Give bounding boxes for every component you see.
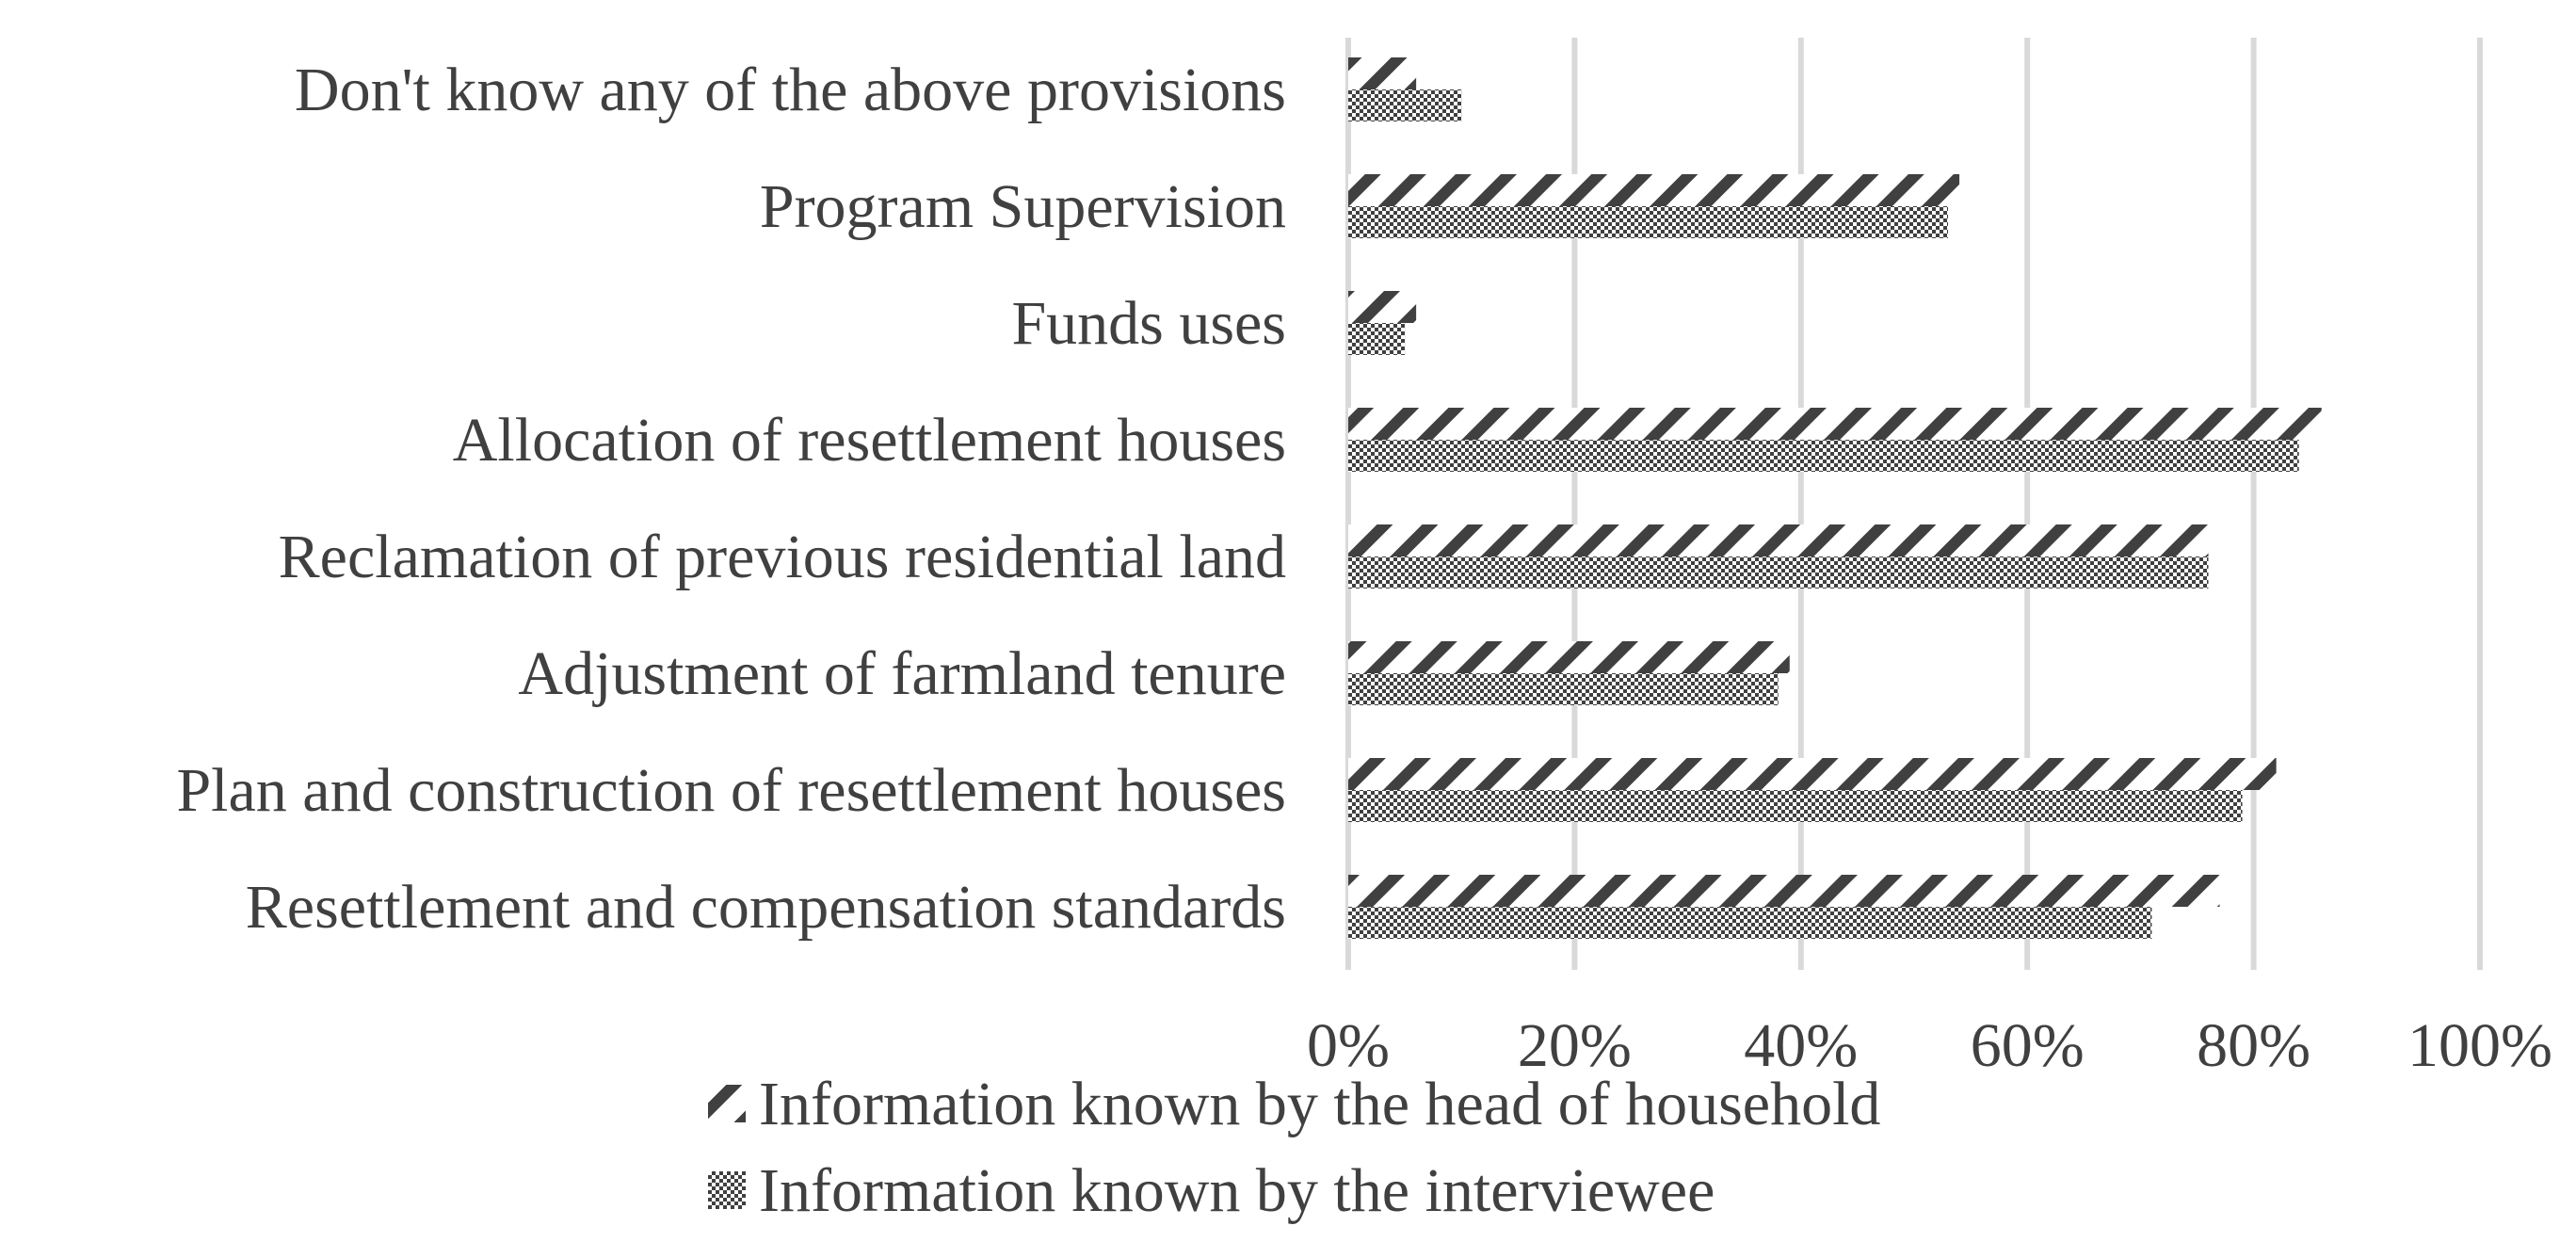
bar-head-of-household [1348, 524, 2209, 556]
bar-interviewee [1348, 206, 1948, 238]
legend [708, 1070, 1880, 1225]
legend-swatch [708, 1085, 746, 1122]
bar-head-of-household [1348, 174, 1959, 206]
category-label: Allocation of resettlement houses [452, 406, 1286, 475]
category-label: Adjustment of farmland tenure [518, 639, 1286, 708]
x-tick-label: 80% [2197, 1011, 2311, 1080]
bar-interviewee [1348, 556, 2209, 589]
bar-head-of-household [1348, 291, 1416, 323]
legend-label: Information known by the head of household [759, 1070, 1881, 1138]
bars [1348, 57, 2322, 939]
x-tick-label: 0% [1307, 1011, 1390, 1080]
category-label: Program Supervision [759, 172, 1286, 241]
legend-label: Information known by the interviewee [759, 1156, 1715, 1225]
bar-interviewee [1348, 89, 1461, 121]
bar-interviewee [1348, 907, 2151, 939]
legend-item [708, 1156, 1715, 1225]
bar-head-of-household [1348, 641, 1790, 673]
bar-head-of-household [1348, 408, 2322, 440]
bar-interviewee [1348, 323, 1405, 355]
x-tick-label: 20% [1517, 1011, 1632, 1080]
x-tick-label: 100% [2407, 1011, 2552, 1080]
category-label: Funds uses [1011, 289, 1286, 358]
category-label: Don't know any of the above provisions [294, 56, 1286, 124]
bar-interviewee [1348, 673, 1779, 705]
category-label: Plan and construction of resettlement houses [176, 756, 1286, 825]
x-tick-label: 60% [1970, 1011, 2085, 1080]
legend-swatch [708, 1171, 746, 1209]
bar-interviewee [1348, 440, 2299, 472]
legend-item [708, 1070, 1880, 1138]
x-tick-label: 40% [1744, 1011, 1859, 1080]
category-label: Reclamation of previous residential land [278, 523, 1286, 591]
category-label: Resettlement and compensation standards [245, 873, 1286, 942]
bar-interviewee [1348, 790, 2243, 822]
bar-head-of-household [1348, 875, 2220, 907]
category-labels [176, 56, 1286, 942]
bar-head-of-household [1348, 758, 2277, 790]
bar-head-of-household [1348, 57, 1416, 89]
